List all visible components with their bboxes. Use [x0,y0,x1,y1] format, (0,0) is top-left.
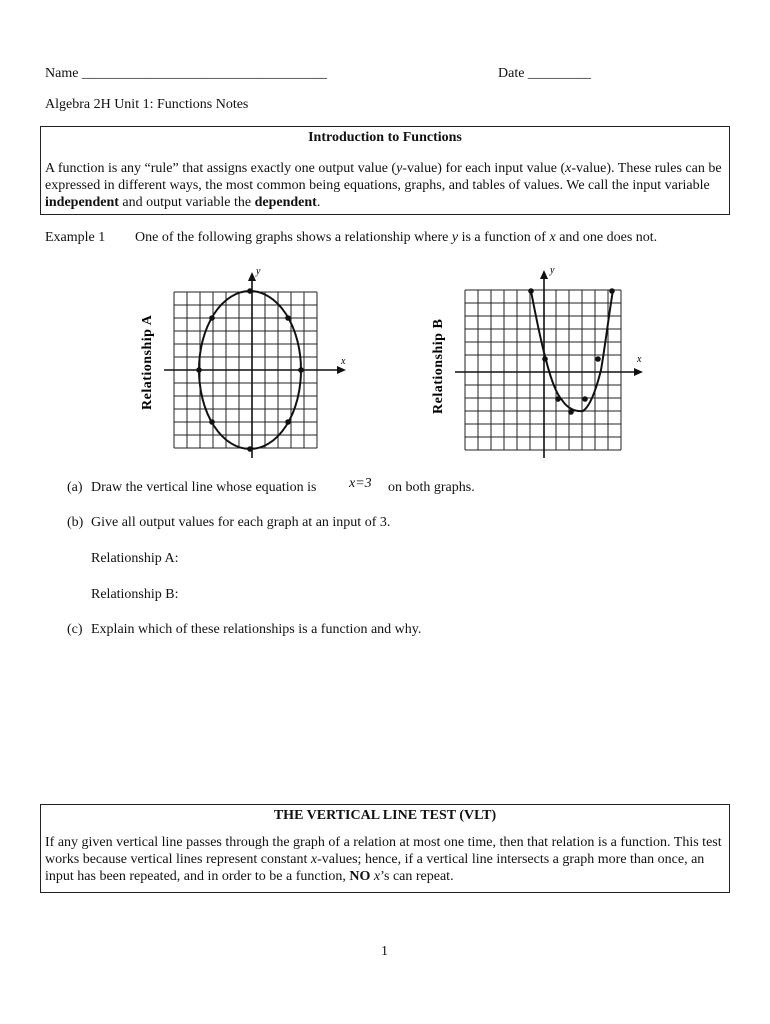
date-line: Date _________ [498,66,591,81]
answer-relationship-a: Relationship A: [91,551,179,566]
graph-a-x-axis-label: x [341,356,346,367]
page-number: 1 [381,944,388,959]
question-a-text: Draw the vertical line whose equation is [91,480,317,495]
answer-relationship-b: Relationship B: [91,587,179,602]
dependent-term: dependent [254,195,317,210]
independent-term: independent [45,195,119,210]
graph-a-y-axis-label: y [256,266,261,277]
intro-box-text: A function is any “rule” that assigns exactly one output value (y-value) for each input value (x-value). These rules can be expressed in different ways, the most common being equations, graphs, and tables of values. We call the input variable independent and output variable the dependent. [45,161,722,210]
vlt-box [40,804,730,893]
no-term: NO [349,869,371,884]
intro-box [40,126,730,215]
example-label: Example 1 [45,230,106,245]
intro-box-title: Introduction to Functions [308,130,462,145]
graph-b-y-axis-label: y [550,265,555,276]
question-b-marker: (b) [67,515,84,530]
question-a-suffix: on both graphs. [388,480,475,495]
graph-b-grid [465,290,621,450]
question-b-text: Give all output values for each graph at an input of 3. [91,515,391,530]
graph-relationship-a [130,262,360,462]
graph-relationship-b [423,262,653,462]
graph-b-x-axis-label: x [637,354,642,365]
question-a-equation: x=3 [349,476,372,491]
vlt-box-title: THE VERTICAL LINE TEST (VLT) [273,808,497,823]
graph-a-axes [164,276,342,458]
graph-b-title: Relationship B [431,318,446,414]
graph-a-title: Relationship A [140,314,155,410]
course-title: Algebra 2H Unit 1: Functions Notes [45,97,249,112]
question-c-marker: (c) [67,622,83,637]
question-c-text: Explain which of these relationships is a function and why. [91,622,422,637]
name-line: Name ___________________________________ [45,66,327,81]
vlt-box-text: If any given vertical line passes through the graph of a relation at most one time, then that relation is a function. This test works because vertical lines represent constant x-values; hence, if a vertical line intersects a graph more than once, an input has been repeated, and in order to be a function, NO x’s can repeat. [45,835,722,884]
example-prompt: One of the following graphs shows a relationship where y is a function of x and one does not. [135,230,658,245]
graph-b-points [528,288,615,415]
question-a-marker: (a) [67,480,83,495]
